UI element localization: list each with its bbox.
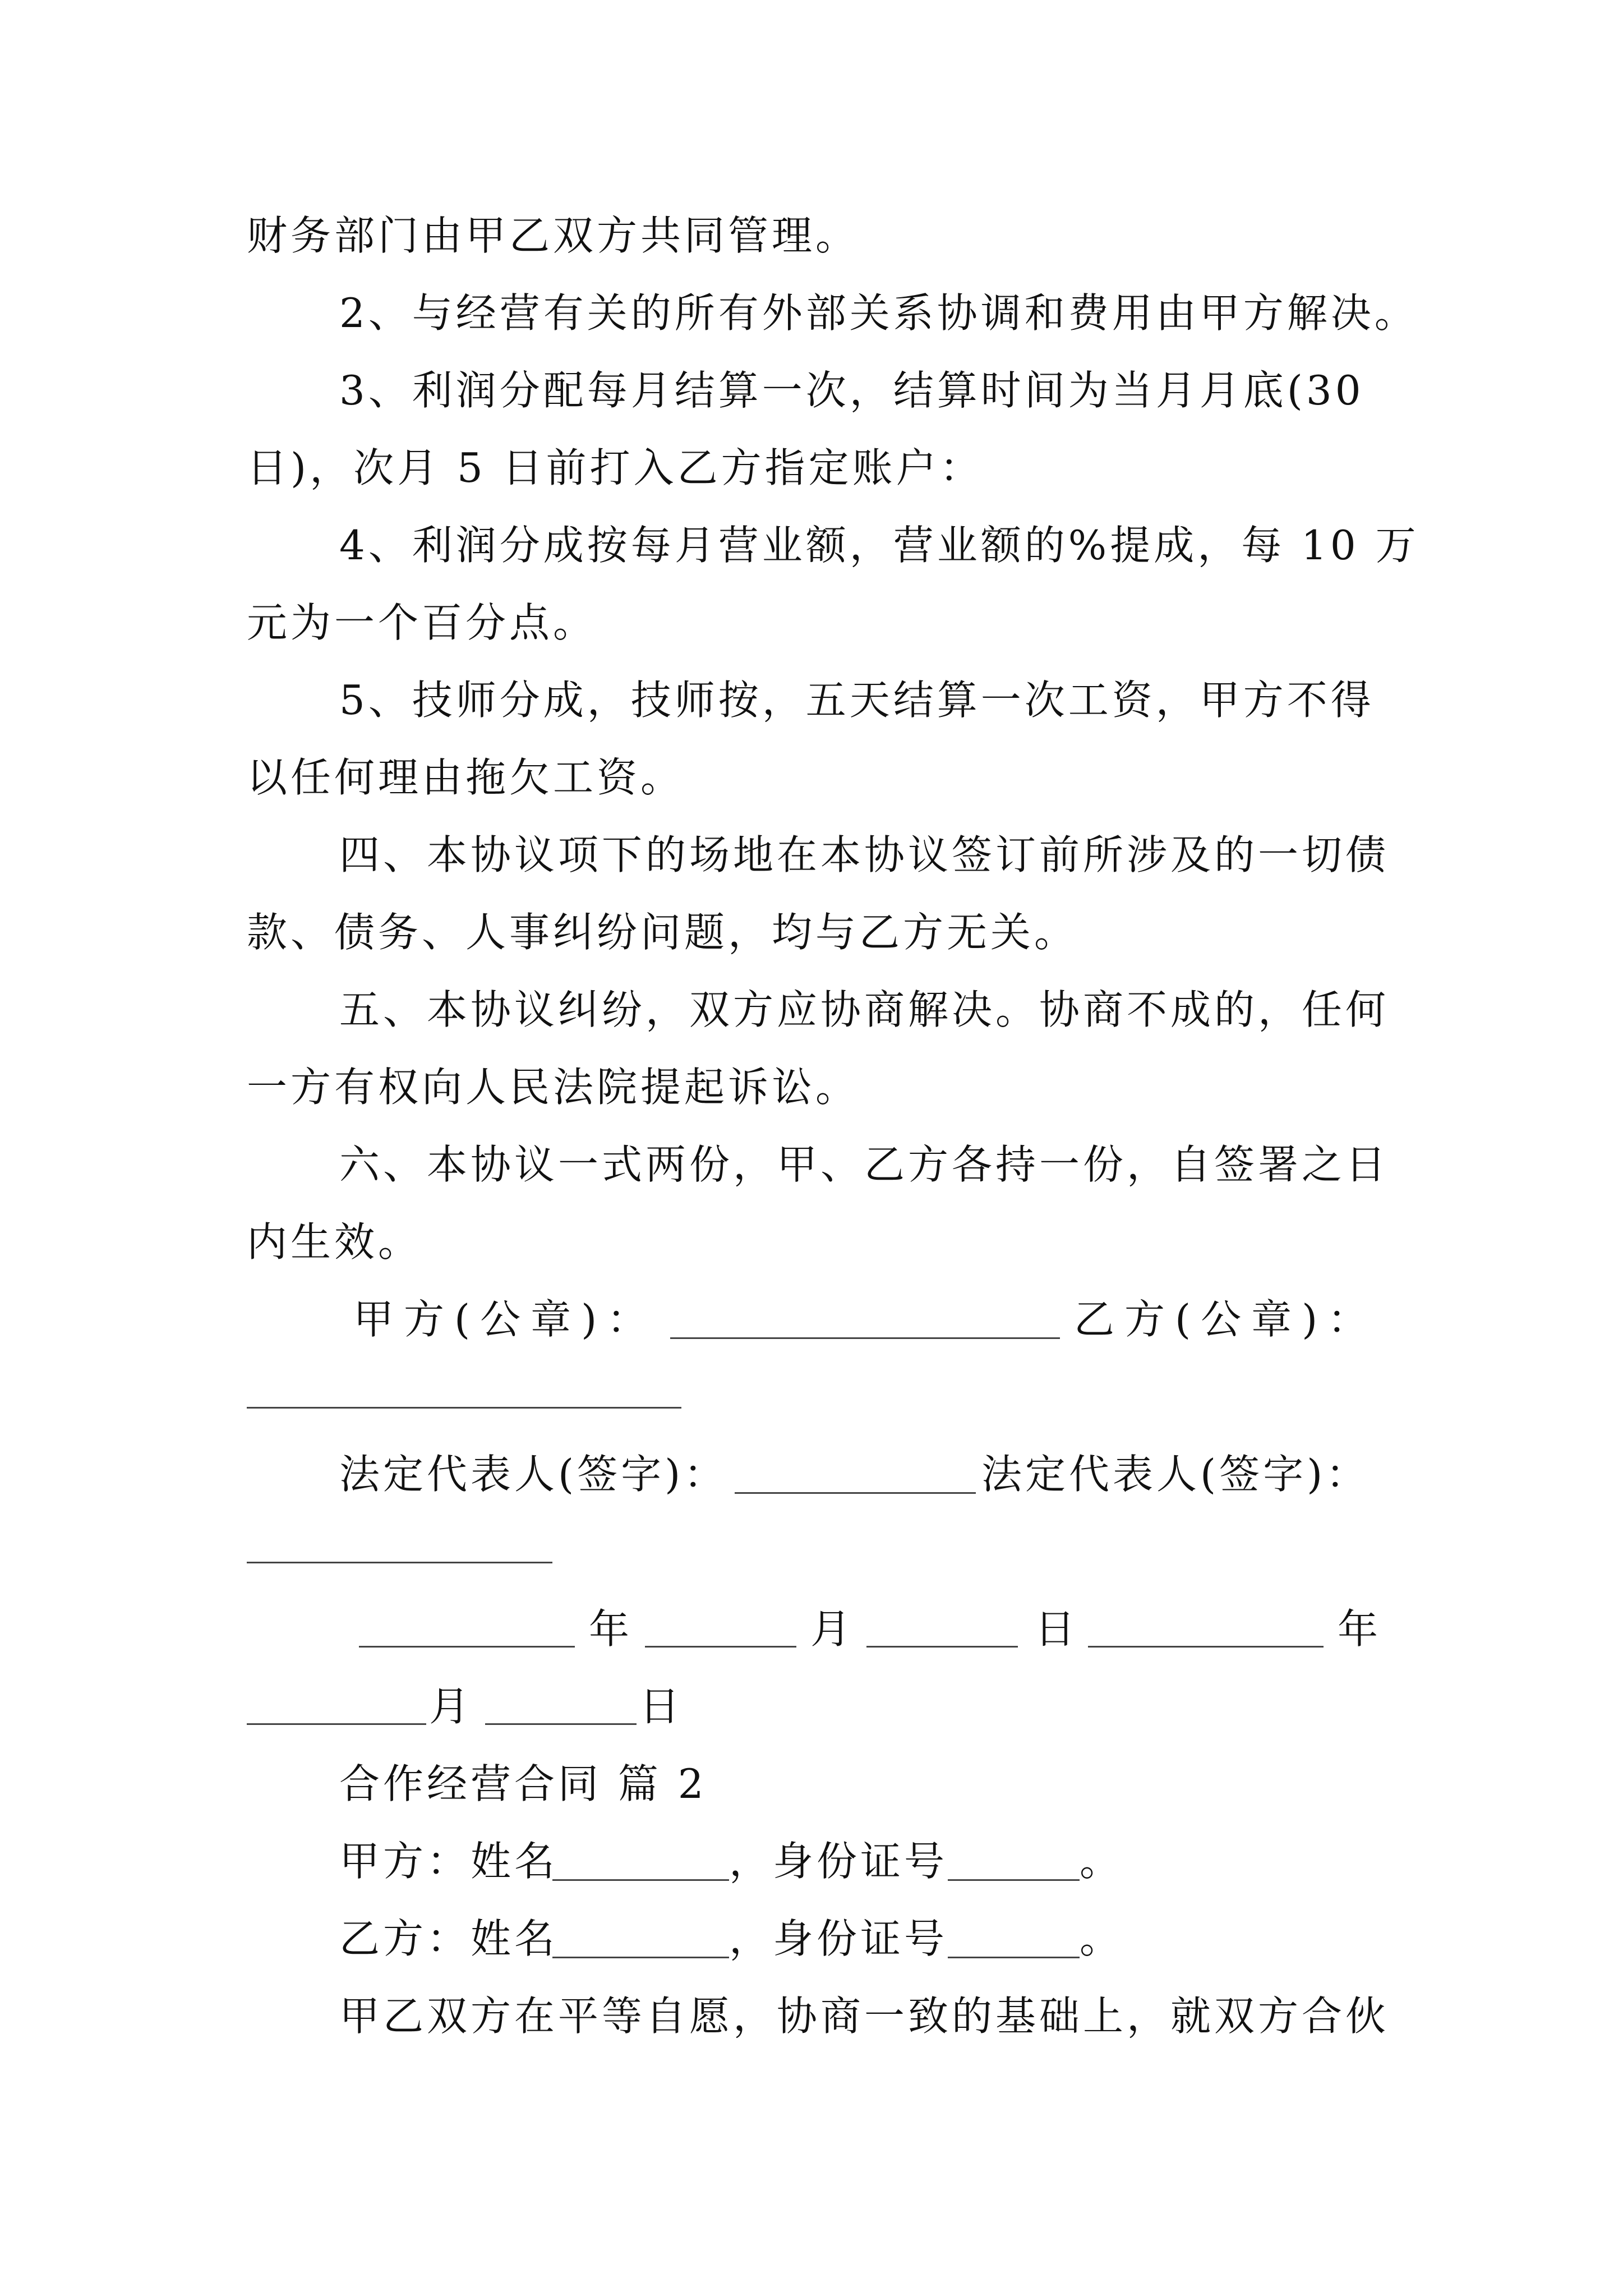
month-b-label: 月 [429,1683,473,1730]
rep-a-blank [735,1492,976,1494]
section-intro-line: 甲乙双方在平等自愿，协商一致的基础上，就双方合伙 [339,1993,1390,2040]
month-b-blank [247,1723,426,1725]
day-b-blank [485,1723,637,1725]
paragraph-line: 元为一个百分点。 [247,599,597,646]
paragraph-line: 日)，次月 5 日前打入乙方指定账户： [247,444,984,491]
paragraph-line: 内生效。 [247,1218,422,1266]
year-b-blank [1088,1646,1324,1648]
paragraph-line: 一方有权向人民法院提起诉讼。 [247,1064,860,1111]
party-b-name-blank [552,1957,729,1958]
paragraph-line: 2、与经营有关的所有外部关系协调和费用由甲方解决。 [339,289,1418,337]
year-a-label: 年 [589,1605,633,1653]
party-b-name-label: 乙方：姓名 [339,1915,559,1962]
section-title: 合作经营合同 篇 2 [339,1760,707,1807]
rep-b-label: 法定代表人(签字)： [981,1451,1370,1498]
year-b-label: 年 [1338,1605,1382,1653]
day-a-label: 日 [1035,1605,1079,1653]
party-a-seal-blank [670,1337,1060,1339]
party-a-name-label: 甲方：姓名 [339,1838,559,1885]
rep-b-blank [247,1562,552,1563]
party-b-id-blank [948,1957,1080,1958]
paragraph-line: 款、债务、人事纠纷问题，均与乙方无关。 [247,909,1078,956]
year-a-blank [359,1646,575,1648]
paragraph-line: 六、本协议一式两份，甲、乙方各持一份，自签署之日 [339,1141,1390,1188]
paragraph-line: 五、本协议纠纷，双方应协商解决。协商不成的，任何 [339,986,1390,1033]
month-a-blank [645,1646,796,1648]
party-b-end-mark: 。 [1080,1915,1124,1962]
paragraph-line: 5、技师分成，技师按，五天结算一次工资，甲方不得 [339,677,1375,724]
paragraph-line: 3、利润分配每月结算一次，结算时间为当月月底(30 [339,367,1364,414]
paragraph-line: 4、利润分成按每月营业额，营业额的%提成，每 10 万 [339,522,1419,569]
month-a-label: 月 [810,1605,855,1653]
party-a-name-blank [552,1879,729,1881]
party-b-seal-blank [247,1407,681,1409]
party-a-id-label: ，身份证号 [729,1838,948,1885]
party-a-id-blank [948,1879,1080,1881]
rep-a-label: 法定代表人(签字)： [339,1451,728,1498]
day-b-label: 日 [639,1683,684,1730]
party-a-end-mark: 。 [1080,1838,1124,1885]
party-b-seal-label: 乙方(公章)： [1074,1296,1378,1343]
paragraph-line: 以任何理由拖欠工资。 [247,754,685,801]
day-a-blank [866,1646,1018,1648]
paragraph-line: 四、本协议项下的场地在本协议签订前所涉及的一切债 [339,831,1390,878]
paragraph-line: 财务部门由甲乙双方共同管理。 [247,212,860,259]
party-a-seal-label: 甲方(公章)： [353,1296,658,1343]
party-b-id-label: ，身份证号 [729,1915,948,1962]
